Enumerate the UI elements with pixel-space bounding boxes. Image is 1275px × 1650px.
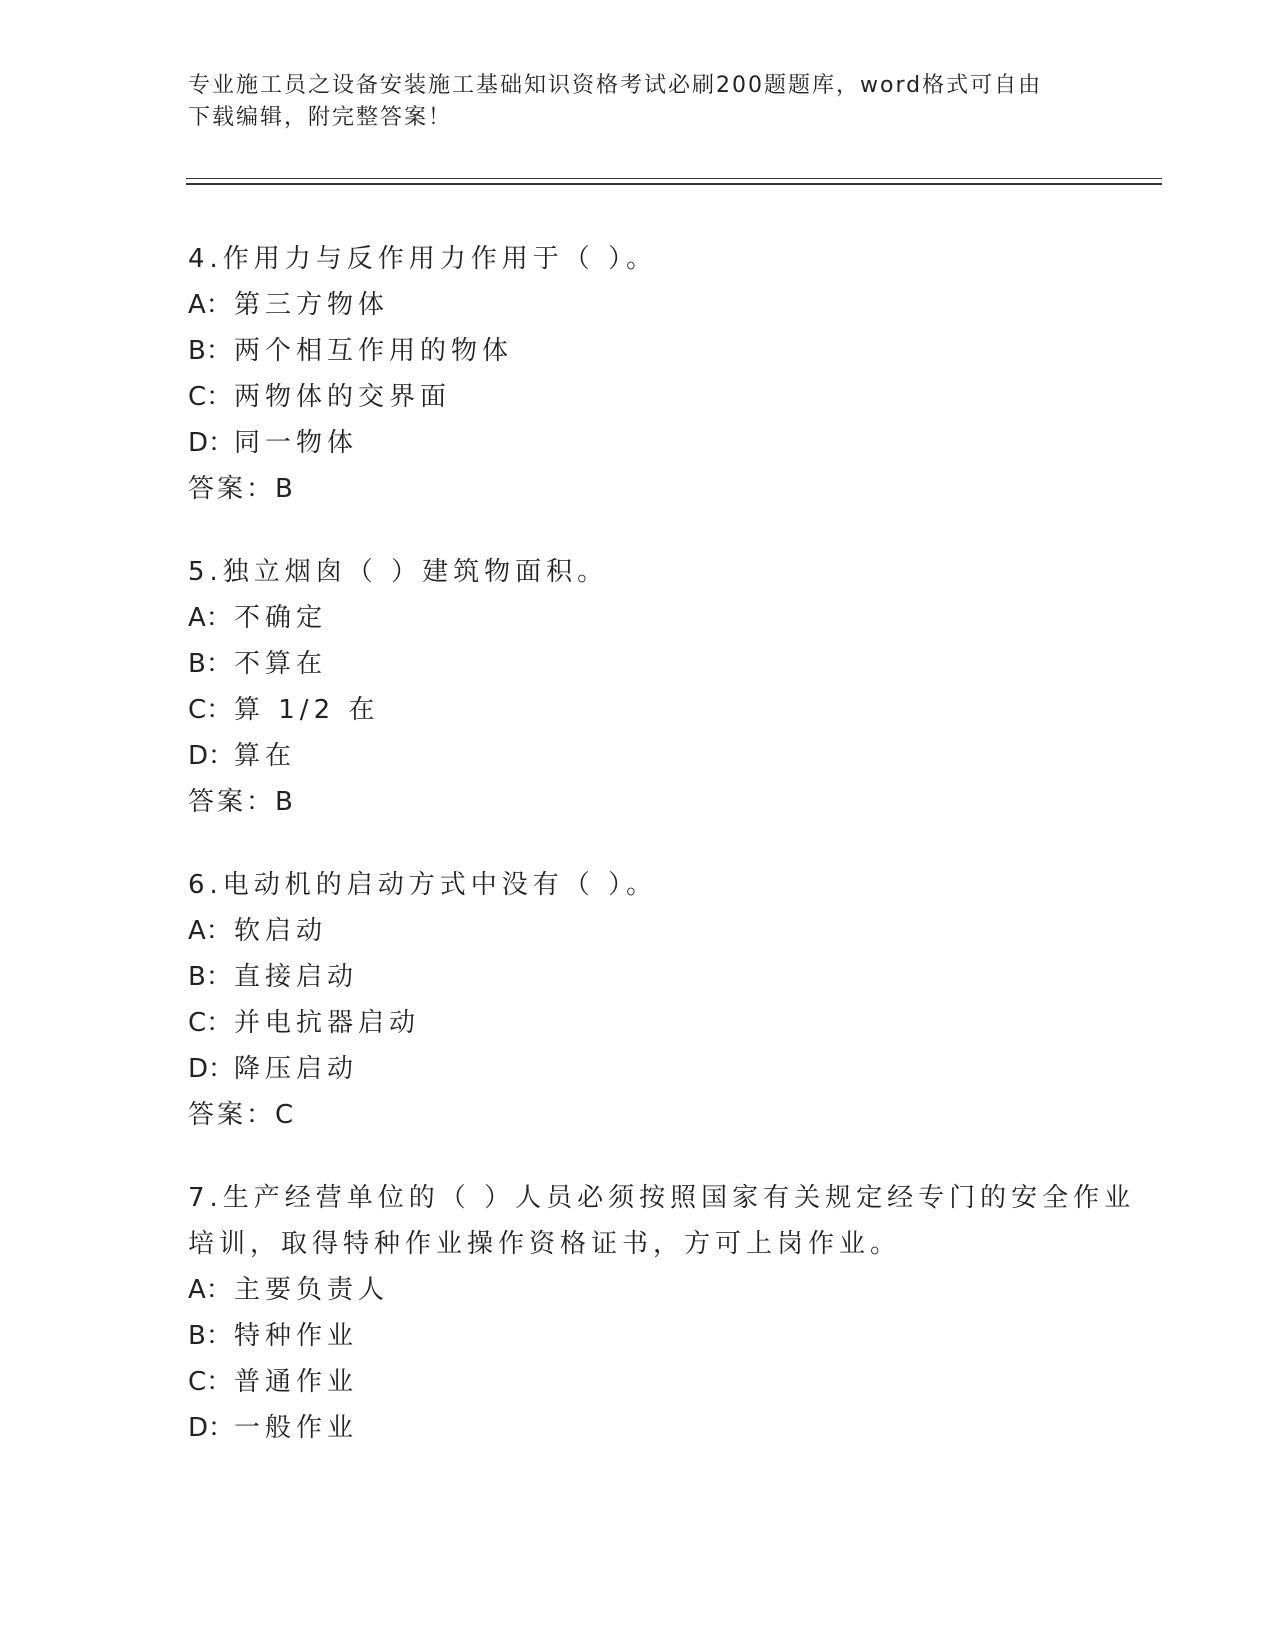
option-text: 算 1/2 在	[234, 695, 380, 725]
option-text: 不确定	[234, 603, 328, 633]
option-c	[188, 1359, 1088, 1405]
option-b	[188, 328, 1088, 374]
option-d	[188, 420, 1088, 466]
option-d	[188, 1046, 1088, 1092]
option-text: 主要负责人	[234, 1275, 390, 1305]
option-b	[188, 1313, 1088, 1359]
option-key: B：	[188, 962, 232, 992]
option-key: D：	[188, 1413, 235, 1443]
question-6	[188, 862, 1088, 1138]
option-c	[188, 374, 1088, 420]
option-key: C：	[188, 382, 233, 412]
option-key: D：	[188, 428, 235, 458]
option-c	[188, 1000, 1088, 1046]
question-4	[188, 236, 1088, 512]
answer-line: 答案：C	[188, 1100, 297, 1130]
option-b	[188, 641, 1088, 687]
header-line-1: 专业施工员之设备安装施工基础知识资格考试必刷200题题库，word格式可自由	[188, 73, 1043, 98]
option-key: C：	[188, 1367, 233, 1397]
option-key: C：	[188, 1008, 233, 1038]
question-stem-line-1: 7.生产经营单位的（ ）人员必须按照国家有关规定经专门的安全作业	[188, 1183, 1136, 1213]
option-a	[188, 595, 1088, 641]
question-list	[188, 236, 1136, 1488]
option-a	[188, 1267, 1088, 1313]
option-text: 并电抗器启动	[234, 1008, 421, 1038]
option-text: 一般作业	[234, 1413, 359, 1443]
option-key: B：	[188, 336, 232, 366]
option-c	[188, 687, 1088, 733]
option-text: 不算在	[234, 649, 328, 679]
option-key: B：	[188, 1321, 232, 1351]
option-d	[188, 733, 1088, 779]
question-stem-line-2: 培训，取得特种作业操作资格证书，方可上岗作业。	[188, 1229, 902, 1259]
option-text: 第三方物体	[234, 290, 390, 320]
header-line-2: 下载编辑，附完整答案！	[188, 105, 453, 130]
answer-line: 答案：B	[188, 474, 296, 504]
option-text: 直接启动	[234, 962, 359, 992]
question-7	[188, 1175, 1136, 1451]
option-d	[188, 1405, 1088, 1451]
question-stem: 6.电动机的启动方式中没有（ ）。	[188, 870, 658, 900]
option-a	[188, 282, 1088, 328]
option-key: A：	[188, 916, 232, 946]
option-text: 软启动	[234, 916, 328, 946]
option-text: 普通作业	[234, 1367, 359, 1397]
option-key: A：	[188, 1275, 232, 1305]
option-key: D：	[188, 741, 235, 771]
option-text: 算在	[234, 741, 297, 771]
question-5	[188, 549, 1088, 825]
question-stem: 5.独立烟囱（ ）建筑物面积。	[188, 557, 609, 587]
option-key: A：	[188, 290, 232, 320]
option-key: A：	[188, 603, 232, 633]
option-text: 两物体的交界面	[234, 382, 452, 412]
option-text: 降压启动	[234, 1054, 359, 1084]
option-text: 同一物体	[234, 428, 359, 458]
option-key: C：	[188, 695, 233, 725]
answer-line: 答案：B	[188, 787, 296, 817]
document-header	[188, 70, 1088, 134]
option-a	[188, 908, 1088, 954]
option-key: B：	[188, 649, 232, 679]
option-text: 两个相互作用的物体	[234, 336, 514, 366]
option-b	[188, 954, 1088, 1000]
header-divider-top	[186, 178, 1162, 179]
option-text: 特种作业	[234, 1321, 359, 1351]
option-key: D：	[188, 1054, 235, 1084]
question-stem: 4.作用力与反作用力作用于（ ）。	[188, 244, 658, 274]
header-divider-bottom	[186, 183, 1162, 185]
